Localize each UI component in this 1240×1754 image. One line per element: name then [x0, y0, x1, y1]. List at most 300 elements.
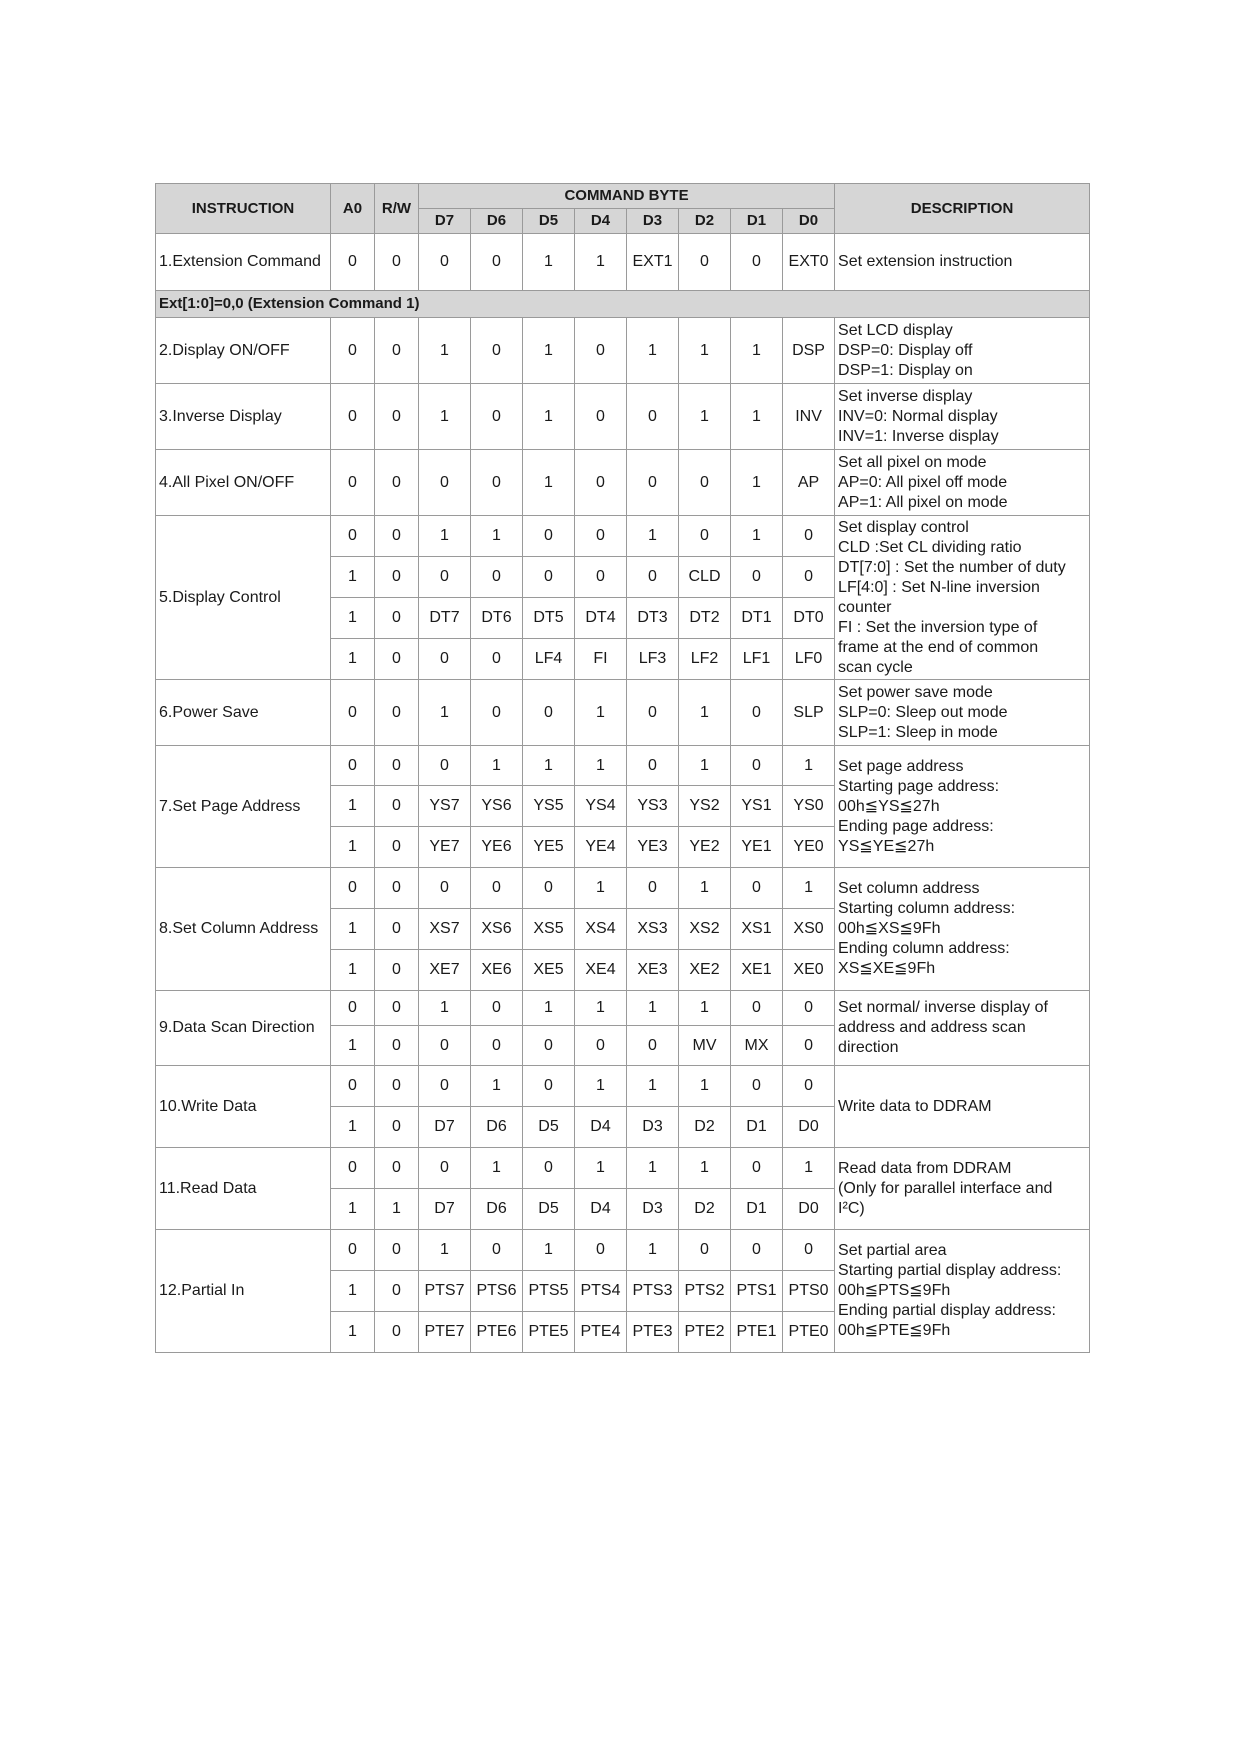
- table-row: [156, 450, 1090, 516]
- description-line: 00h≦YS≦27h: [838, 797, 940, 815]
- cell-rw: 0: [375, 868, 419, 909]
- cell-rw: 0: [375, 384, 419, 450]
- table-row: [156, 1230, 1090, 1271]
- section-row: [156, 291, 1090, 318]
- cell-d6: 0: [471, 1026, 523, 1066]
- cell-d3: 0: [627, 557, 679, 598]
- cell-a0: 0: [331, 868, 375, 909]
- cell-d0: D0: [783, 1107, 835, 1148]
- cell-d0: SLP: [783, 680, 835, 746]
- cell-d2: 1: [679, 1066, 731, 1107]
- cell-d5: PTS5: [523, 1271, 575, 1312]
- cell-d1: D1: [731, 1189, 783, 1230]
- description-line: Starting partial display address:: [838, 1262, 1062, 1279]
- table-row: [156, 680, 1090, 746]
- cell-d5: 1: [523, 450, 575, 516]
- description-line: address and address scan: [838, 1019, 1026, 1036]
- cell-d3: D3: [627, 1107, 679, 1148]
- cell-d1: 0: [731, 1230, 783, 1271]
- instruction-name: 7.Set Page Address: [156, 746, 331, 868]
- cell-d7: PTE7: [419, 1312, 471, 1353]
- cell-d7: YS7: [419, 786, 471, 827]
- cell-rw: 0: [375, 450, 419, 516]
- description-line: Starting page address:: [838, 777, 1000, 795]
- cell-rw: 0: [375, 827, 419, 868]
- cell-d1: 0: [731, 991, 783, 1026]
- instruction-description: [835, 1148, 1090, 1230]
- cell-rw: 0: [375, 318, 419, 384]
- cell-d6: 0: [471, 1230, 523, 1271]
- cell-d3: 0: [627, 450, 679, 516]
- cell-a0: 1: [331, 909, 375, 950]
- description-line: INV=0: Normal display: [838, 407, 998, 425]
- description-line: scan cycle: [838, 658, 913, 676]
- cell-rw: 0: [375, 1230, 419, 1271]
- cell-d0: 1: [783, 1148, 835, 1189]
- cell-d5: D5: [523, 1107, 575, 1148]
- cell-d1: 1: [731, 384, 783, 450]
- cell-d1: 0: [731, 1148, 783, 1189]
- cell-d4: 1: [575, 991, 627, 1026]
- cell-d0: 1: [783, 746, 835, 786]
- cell-d4: PTS4: [575, 1271, 627, 1312]
- cell-a0: 0: [331, 1148, 375, 1189]
- cell-d7: 1: [419, 384, 471, 450]
- table-row: [156, 991, 1090, 1026]
- description-line: 00h≦PTS≦9Fh: [838, 1282, 951, 1299]
- description-line: I²C): [838, 1199, 865, 1217]
- description-line: YS≦YE≦27h: [838, 837, 935, 855]
- instruction-name: 11.Read Data: [156, 1148, 331, 1230]
- cell-a0: 1: [331, 557, 375, 598]
- cell-d4: YS4: [575, 786, 627, 827]
- cell-a0: 1: [331, 1312, 375, 1353]
- cell-a0: 0: [331, 991, 375, 1026]
- cell-d1: 1: [731, 516, 783, 557]
- cell-d6: D6: [471, 1107, 523, 1148]
- cell-rw: 0: [375, 1271, 419, 1312]
- cell-rw: 0: [375, 786, 419, 827]
- instruction-name: 2.Display ON/OFF: [156, 318, 331, 384]
- cell-d7: D7: [419, 1189, 471, 1230]
- cell-d6: YS6: [471, 786, 523, 827]
- cell-d5: 1: [523, 318, 575, 384]
- instruction-description: [835, 1066, 1090, 1148]
- cell-d7: 0: [419, 868, 471, 909]
- cell-d4: D4: [575, 1107, 627, 1148]
- cell-d0: PTS0: [783, 1271, 835, 1312]
- cell-d7: 1: [419, 318, 471, 384]
- cell-d7: DT7: [419, 598, 471, 639]
- cell-d7: 1: [419, 991, 471, 1026]
- description-line: LF[4:0] : Set N-line inversion: [838, 578, 1040, 596]
- cell-d2: 1: [679, 746, 731, 786]
- header-bit-d0: D0: [783, 209, 835, 234]
- cell-a0: 1: [331, 1271, 375, 1312]
- cell-d0: 0: [783, 516, 835, 557]
- cell-d5: YS5: [523, 786, 575, 827]
- cell-d6: D6: [471, 1189, 523, 1230]
- cell-d5: YE5: [523, 827, 575, 868]
- instruction-name: 1.Extension Command: [156, 234, 331, 291]
- cell-a0: 0: [331, 1230, 375, 1271]
- cell-d6: PTS6: [471, 1271, 523, 1312]
- cell-a0: 1: [331, 1026, 375, 1066]
- description-line: (Only for parallel interface and: [838, 1179, 1053, 1197]
- instruction-name: 10.Write Data: [156, 1066, 331, 1148]
- description-line: DSP=0: Display off: [838, 341, 973, 359]
- cell-d5: 0: [523, 1066, 575, 1107]
- cell-d2: D2: [679, 1107, 731, 1148]
- cell-d0: 0: [783, 1066, 835, 1107]
- cell-d2: YE2: [679, 827, 731, 868]
- cell-d4: D4: [575, 1189, 627, 1230]
- instruction-name: 4.All Pixel ON/OFF: [156, 450, 331, 516]
- cell-d7: PTS7: [419, 1271, 471, 1312]
- description-line: 00h≦PTE≦9Fh: [838, 1322, 951, 1339]
- cell-d4: 0: [575, 384, 627, 450]
- cell-d7: 0: [419, 1066, 471, 1107]
- cell-d2: DT2: [679, 598, 731, 639]
- cell-d3: 0: [627, 746, 679, 786]
- cell-a0: 0: [331, 680, 375, 746]
- cell-d7: YE7: [419, 827, 471, 868]
- cell-a0: 0: [331, 318, 375, 384]
- cell-d1: PTS1: [731, 1271, 783, 1312]
- cell-rw: 0: [375, 1148, 419, 1189]
- cell-d3: 0: [627, 1026, 679, 1066]
- table-row: [156, 516, 1090, 557]
- cell-d3: 1: [627, 1066, 679, 1107]
- cell-d5: PTE5: [523, 1312, 575, 1353]
- cell-d0: D0: [783, 1189, 835, 1230]
- cell-d1: 1: [731, 450, 783, 516]
- cell-d0: 0: [783, 991, 835, 1026]
- cell-d2: XS2: [679, 909, 731, 950]
- instruction-description: [835, 516, 1090, 680]
- cell-d5: XE5: [523, 950, 575, 991]
- cell-d3: 1: [627, 1230, 679, 1271]
- cell-d5: 0: [523, 680, 575, 746]
- cell-d5: 0: [523, 1026, 575, 1066]
- cell-d3: 1: [627, 318, 679, 384]
- cell-d2: 1: [679, 680, 731, 746]
- cell-d4: 0: [575, 318, 627, 384]
- cell-d0: 0: [783, 1230, 835, 1271]
- cell-d3: 1: [627, 991, 679, 1026]
- table-row: [156, 746, 1090, 786]
- cell-d7: 1: [419, 1230, 471, 1271]
- description-line: Set inverse display: [838, 387, 973, 405]
- description-line: XS≦XE≦9Fh: [838, 960, 936, 977]
- header-description: DESCRIPTION: [835, 184, 1090, 234]
- cell-d1: LF1: [731, 639, 783, 680]
- header-a0: A0: [331, 184, 375, 234]
- instruction-description: [835, 384, 1090, 450]
- cell-rw: 1: [375, 1189, 419, 1230]
- cell-d0: INV: [783, 384, 835, 450]
- description-line: Set all pixel on mode: [838, 453, 987, 471]
- cell-rw: 0: [375, 1312, 419, 1353]
- cell-d2: PTS2: [679, 1271, 731, 1312]
- cell-d6: 0: [471, 868, 523, 909]
- cell-d7: 1: [419, 516, 471, 557]
- cell-d4: 1: [575, 680, 627, 746]
- table-row: [156, 1148, 1090, 1189]
- instruction-name: 12.Partial In: [156, 1230, 331, 1353]
- cell-d0: DSP: [783, 318, 835, 384]
- cell-d0: 1: [783, 868, 835, 909]
- cell-d6: 0: [471, 680, 523, 746]
- description-line: AP=0: All pixel off mode: [838, 473, 1008, 491]
- cell-d3: DT3: [627, 598, 679, 639]
- cell-d4: XE4: [575, 950, 627, 991]
- header-instruction: INSTRUCTION: [156, 184, 331, 234]
- description-line: Set normal/ inverse display of: [838, 999, 1048, 1016]
- cell-a0: 1: [331, 950, 375, 991]
- description-line: 00h≦XS≦9Fh: [838, 920, 941, 937]
- cell-d7: D7: [419, 1107, 471, 1148]
- cell-d4: 1: [575, 868, 627, 909]
- instruction-name: 5.Display Control: [156, 516, 331, 680]
- cell-d3: YE3: [627, 827, 679, 868]
- cell-d7: 0: [419, 746, 471, 786]
- cell-d1: YS1: [731, 786, 783, 827]
- cell-a0: 1: [331, 639, 375, 680]
- cell-d6: 1: [471, 1066, 523, 1107]
- cell-d0: XE0: [783, 950, 835, 991]
- instruction-name: 9.Data Scan Direction: [156, 991, 331, 1066]
- section-title: Ext[1:0]=0,0 (Extension Command 1): [156, 291, 1090, 318]
- cell-a0: 1: [331, 1189, 375, 1230]
- description-line: Read data from DDRAM: [838, 1159, 1012, 1177]
- cell-d0: LF0: [783, 639, 835, 680]
- cell-a0: 0: [331, 234, 375, 291]
- cell-d0: AP: [783, 450, 835, 516]
- description-line: counter: [838, 598, 892, 616]
- cell-rw: 0: [375, 1066, 419, 1107]
- cell-d0: DT0: [783, 598, 835, 639]
- instruction-description: [835, 318, 1090, 384]
- description-line: DSP=1: Display on: [838, 361, 973, 379]
- cell-d1: D1: [731, 1107, 783, 1148]
- cell-rw: 0: [375, 950, 419, 991]
- cell-d2: 0: [679, 1230, 731, 1271]
- command-table-body: [156, 234, 1090, 1353]
- table-row: [156, 384, 1090, 450]
- cell-d3: 1: [627, 1148, 679, 1189]
- description-line: Set column address: [838, 880, 980, 897]
- instruction-description: [835, 680, 1090, 746]
- cell-d6: 0: [471, 450, 523, 516]
- description-line: SLP=1: Sleep in mode: [838, 723, 998, 741]
- header-bit-d7: D7: [419, 209, 471, 234]
- cell-d0: YS0: [783, 786, 835, 827]
- cell-d6: 0: [471, 384, 523, 450]
- cell-rw: 0: [375, 516, 419, 557]
- cell-d0: XS0: [783, 909, 835, 950]
- cell-d1: 0: [731, 557, 783, 598]
- cell-d5: 1: [523, 1230, 575, 1271]
- header-rw: R/W: [375, 184, 419, 234]
- cell-d5: XS5: [523, 909, 575, 950]
- instruction-description: [835, 1230, 1090, 1353]
- cell-d0: 0: [783, 1026, 835, 1066]
- cell-d3: 0: [627, 868, 679, 909]
- cell-d7: 0: [419, 450, 471, 516]
- cell-d7: 0: [419, 1026, 471, 1066]
- cell-d4: 1: [575, 234, 627, 291]
- cell-d2: 1: [679, 384, 731, 450]
- cell-d4: 0: [575, 1026, 627, 1066]
- header-bit-d3: D3: [627, 209, 679, 234]
- cell-a0: 0: [331, 746, 375, 786]
- cell-d6: 1: [471, 516, 523, 557]
- cell-d3: D3: [627, 1189, 679, 1230]
- cell-a0: 0: [331, 384, 375, 450]
- description-line: Set page address: [838, 757, 964, 775]
- cell-d4: 0: [575, 516, 627, 557]
- header-bit-d2: D2: [679, 209, 731, 234]
- cell-a0: 0: [331, 1066, 375, 1107]
- command-table-page: [155, 183, 1090, 1353]
- cell-d2: LF2: [679, 639, 731, 680]
- table-row: [156, 318, 1090, 384]
- header-command-byte: COMMAND BYTE: [419, 184, 835, 209]
- table-row: [156, 234, 1090, 291]
- description-line: SLP=0: Sleep out mode: [838, 703, 1008, 721]
- cell-rw: 0: [375, 598, 419, 639]
- cell-d2: 1: [679, 991, 731, 1026]
- cell-d4: 0: [575, 1230, 627, 1271]
- cell-d4: 1: [575, 1066, 627, 1107]
- cell-d6: 0: [471, 557, 523, 598]
- cell-d4: 0: [575, 557, 627, 598]
- cell-d3: 1: [627, 516, 679, 557]
- cell-d0: YE0: [783, 827, 835, 868]
- cell-d3: LF3: [627, 639, 679, 680]
- cell-d2: PTE2: [679, 1312, 731, 1353]
- header-bit-d6: D6: [471, 209, 523, 234]
- cell-d2: 0: [679, 234, 731, 291]
- cell-d0: EXT0: [783, 234, 835, 291]
- description-line: Set partial area: [838, 1242, 947, 1259]
- cell-a0: 1: [331, 598, 375, 639]
- description-line: FI : Set the inversion type of: [838, 618, 1038, 636]
- cell-d2: XE2: [679, 950, 731, 991]
- cell-d5: 1: [523, 234, 575, 291]
- cell-d3: XS3: [627, 909, 679, 950]
- cell-d6: 0: [471, 318, 523, 384]
- cell-d6: XS6: [471, 909, 523, 950]
- cell-d1: MX: [731, 1026, 783, 1066]
- cell-d2: 1: [679, 318, 731, 384]
- cell-d3: XE3: [627, 950, 679, 991]
- cell-d4: XS4: [575, 909, 627, 950]
- cell-a0: 1: [331, 827, 375, 868]
- instruction-name: 8.Set Column Address: [156, 868, 331, 991]
- instruction-name: 6.Power Save: [156, 680, 331, 746]
- cell-a0: 1: [331, 786, 375, 827]
- cell-d4: 1: [575, 746, 627, 786]
- cell-d5: DT5: [523, 598, 575, 639]
- cell-d5: 1: [523, 991, 575, 1026]
- cell-d6: DT6: [471, 598, 523, 639]
- cell-d1: 0: [731, 680, 783, 746]
- instruction-description: [835, 746, 1090, 868]
- cell-rw: 0: [375, 234, 419, 291]
- cell-d6: 1: [471, 1148, 523, 1189]
- description-line: INV=1: Inverse display: [838, 427, 999, 445]
- cell-a0: 0: [331, 450, 375, 516]
- cell-a0: 1: [331, 1107, 375, 1148]
- header-bit-d4: D4: [575, 209, 627, 234]
- description-line: Set display control: [838, 518, 969, 536]
- description-line: Set extension instruction: [838, 253, 1013, 270]
- cell-d5: 0: [523, 516, 575, 557]
- cell-d6: XE6: [471, 950, 523, 991]
- cell-d6: 0: [471, 234, 523, 291]
- instruction-description: [835, 991, 1090, 1066]
- cell-d2: 1: [679, 1148, 731, 1189]
- cell-d2: D2: [679, 1189, 731, 1230]
- cell-a0: 0: [331, 516, 375, 557]
- description-line: CLD :Set CL dividing ratio: [838, 538, 1022, 556]
- cell-d1: 0: [731, 234, 783, 291]
- cell-d4: FI: [575, 639, 627, 680]
- description-line: Set LCD display: [838, 321, 953, 339]
- command-table: [155, 183, 1090, 1353]
- cell-d1: 0: [731, 868, 783, 909]
- cell-d2: CLD: [679, 557, 731, 598]
- cell-rw: 0: [375, 909, 419, 950]
- cell-d1: XS1: [731, 909, 783, 950]
- cell-d2: YS2: [679, 786, 731, 827]
- cell-d5: D5: [523, 1189, 575, 1230]
- cell-d5: 0: [523, 557, 575, 598]
- cell-d4: YE4: [575, 827, 627, 868]
- cell-d2: MV: [679, 1026, 731, 1066]
- instruction-description: [835, 868, 1090, 991]
- table-row: [156, 868, 1090, 909]
- cell-d0: 0: [783, 557, 835, 598]
- description-line: Write data to DDRAM: [838, 1097, 992, 1115]
- cell-d7: 0: [419, 1148, 471, 1189]
- cell-d5: 0: [523, 1148, 575, 1189]
- description-line: frame at the end of common: [838, 638, 1039, 656]
- cell-d6: YE6: [471, 827, 523, 868]
- cell-d3: PTE3: [627, 1312, 679, 1353]
- instruction-name: 3.Inverse Display: [156, 384, 331, 450]
- cell-d3: 0: [627, 384, 679, 450]
- cell-d3: PTS3: [627, 1271, 679, 1312]
- table-row: [156, 1066, 1090, 1107]
- cell-d5: 1: [523, 746, 575, 786]
- instruction-description: [835, 450, 1090, 516]
- cell-d2: 1: [679, 868, 731, 909]
- cell-d7: XS7: [419, 909, 471, 950]
- cell-d1: PTE1: [731, 1312, 783, 1353]
- cell-d3: 0: [627, 680, 679, 746]
- description-line: AP=1: All pixel on mode: [838, 493, 1008, 511]
- description-line: DT[7:0] : Set the number of duty: [838, 558, 1066, 576]
- cell-d4: 0: [575, 450, 627, 516]
- cell-rw: 0: [375, 639, 419, 680]
- cell-rw: 0: [375, 746, 419, 786]
- cell-d6: 0: [471, 639, 523, 680]
- cell-rw: 0: [375, 1026, 419, 1066]
- cell-d1: DT1: [731, 598, 783, 639]
